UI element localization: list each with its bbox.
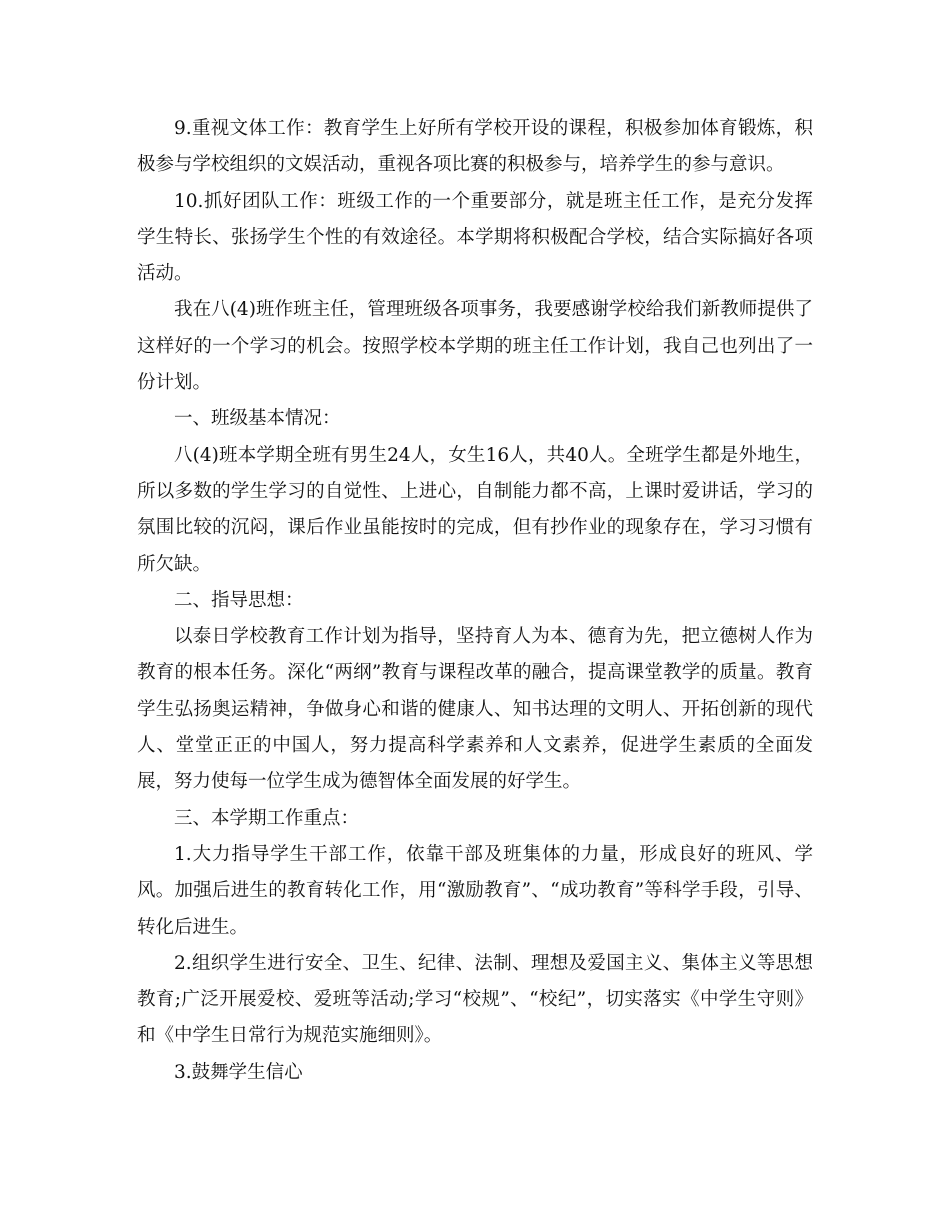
paragraph-key-work-1: 1.大力指导学生干部工作，依靠干部及班集体的力量，形成良好的班风、学风。加强后进生的教育转化工作，用“激励教育”、“成功教育”等科学手段，引导、转化后进生。 <box>137 843 813 938</box>
section-heading-guiding-thought: 二、指导思想： <box>174 589 304 611</box>
paragraph-key-work-2: 2.组织学生进行安全、卫生、纪律、法制、理想及爱国主义、集体主义等思想教育;广泛开展爱校、爱班等活动;学习“校规”、“校纪”，切实落实《中学生守则》和《中学生日常行为规范实施细则》。 <box>137 952 813 1047</box>
paragraph-item-9: 9.重视文体工作：教育学生上好所有学校开设的课程，积极参加体育锻炼，积极参与学校组织的文娱活动，重视各项比赛的积极参与，培养学生的参与意识。 <box>137 118 813 176</box>
paragraph-guiding-thought: 以泰日学校教育工作计划为指导，坚持育人为本、德育为先，把立德树人作为教育的根本任务。深化“两纲”教育与课程改革的融合，提高课堂教学的质量。教育学生弘扬奥运精神，争做身心和谐的健康人、知书达理的文明人、开拓创新的现代人、堂堂正正的中国人，努力提高科学素养和人文素养，促进学生素质的全面发展，努力使每一位学生成为德智体全面发展的好学生。 <box>137 626 813 793</box>
document-body <box>137 111 813 1091</box>
paragraph-intro: 我在八(4)班作班主任，管理班级各项事务，我要感谢学校给我们新教师提供了这样好的一个学习的机会。按照学校本学期的班主任工作计划，我自己也列出了一份计划。 <box>137 299 813 394</box>
paragraph-item-10: 10.抓好团队工作：班级工作的一个重要部分，就是班主任工作，是充分发挥学生特长、张扬学生个性的有效途径。本学期将积极配合学校，结合实际搞好各项活动。 <box>137 190 813 285</box>
paragraph-class-situation: 八(4)班本学期全班有男生24人，女生16人，共40人。全班学生都是外地生，所以多数的学生学习的自觉性、上进心，自制能力都不高，上课时爱讲话，学习的氛围比较的沉闷，课后作业虽能按时的完成，但有抄作业的现象存在，学习习惯有所欠缺。 <box>137 444 813 575</box>
section-heading-key-work: 三、本学期工作重点： <box>174 807 360 829</box>
paragraph-key-work-3: 3.鼓舞学生信心 <box>174 1061 303 1083</box>
section-heading-class-situation: 一、班级基本情况： <box>174 408 341 430</box>
